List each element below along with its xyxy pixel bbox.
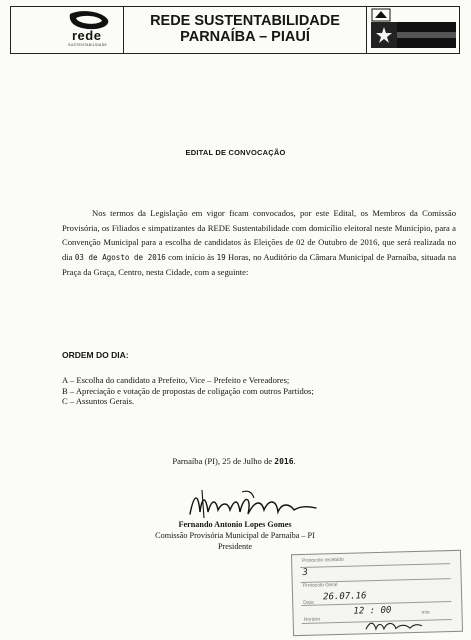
signatory-title: Presidente bbox=[217, 542, 253, 551]
piaui-flag-icon bbox=[371, 22, 456, 48]
stamp-time: 12 : 00 bbox=[353, 605, 392, 617]
date-line-suffix: . bbox=[293, 456, 296, 466]
signatory-name: Fernando Antonio Lopes Gomes bbox=[178, 520, 292, 529]
agenda-list bbox=[62, 375, 456, 407]
logo-word: rede bbox=[72, 28, 102, 43]
stamp-initials-graphic bbox=[364, 618, 424, 634]
signature-graphic bbox=[182, 484, 330, 524]
stamp-header: Protocolo recebido bbox=[302, 556, 344, 564]
crest-icon bbox=[371, 8, 391, 22]
handwritten-date: 03 de Agosto de 2016 bbox=[74, 252, 166, 262]
header-divider bbox=[366, 6, 367, 54]
date-line-text: Parnaíba (PI), 25 de Julho de bbox=[172, 456, 275, 466]
stamp-time-label: Horário bbox=[303, 616, 321, 623]
handwritten-time: 19 bbox=[216, 252, 226, 262]
paragraph-text: Horas, no Auditório da Câmara Municipal de Parnaíba, situada na Praça da Graça, Centro, nesta Cidade, com a seguinte: bbox=[62, 251, 457, 277]
convocation-paragraph bbox=[62, 206, 456, 280]
agenda-heading: ORDEM DO DIA: bbox=[62, 350, 129, 360]
date-line bbox=[0, 456, 468, 466]
signatory-role: Comissão Provisória Municipal de Parnaíba – PI bbox=[155, 531, 315, 540]
document-title: EDITAL DE CONVOCAÇÃO bbox=[185, 148, 286, 157]
agenda-item: B – Apreciação e votação de propostas de coligação com outros Partidos; bbox=[62, 385, 314, 396]
stamp-number: 3 bbox=[302, 567, 309, 578]
stamp-date-label: Data bbox=[303, 599, 314, 606]
agenda-item: A – Escolha do candidato a Prefeito, Vice – Prefeito e Vereadores; bbox=[62, 375, 290, 385]
stamp-time-unit: min bbox=[421, 609, 430, 616]
stamp-number-label: Protocolo Geral bbox=[302, 582, 338, 589]
city-name: PARNAÍBA – PIAUÍ bbox=[180, 29, 310, 45]
paragraph-text: com início às bbox=[165, 251, 217, 262]
receipt-stamp bbox=[291, 550, 463, 636]
handwritten-year: 2016 bbox=[274, 457, 294, 466]
logo-tagline: SUSTENTABILIDADE bbox=[68, 43, 108, 47]
stamp-date: 26.07.16 bbox=[322, 591, 367, 603]
agenda-item: C – Assuntos Gerais. bbox=[62, 396, 135, 407]
org-name: REDE SUSTENTABILIDADE bbox=[150, 13, 340, 29]
paragraph-text: Nos termos da Legislação em vigor ficam convocados, por este Edital, os Membros da Comissão Provisória, os Filiados e simpatizantes da REDE Sustentabilidade com domicílio eleitoral neste Município, para a Convenção Municipal para a escolha de candidatos às Eleições de 02 de Outubro de 2016, que será realizada no dia bbox=[62, 208, 456, 262]
